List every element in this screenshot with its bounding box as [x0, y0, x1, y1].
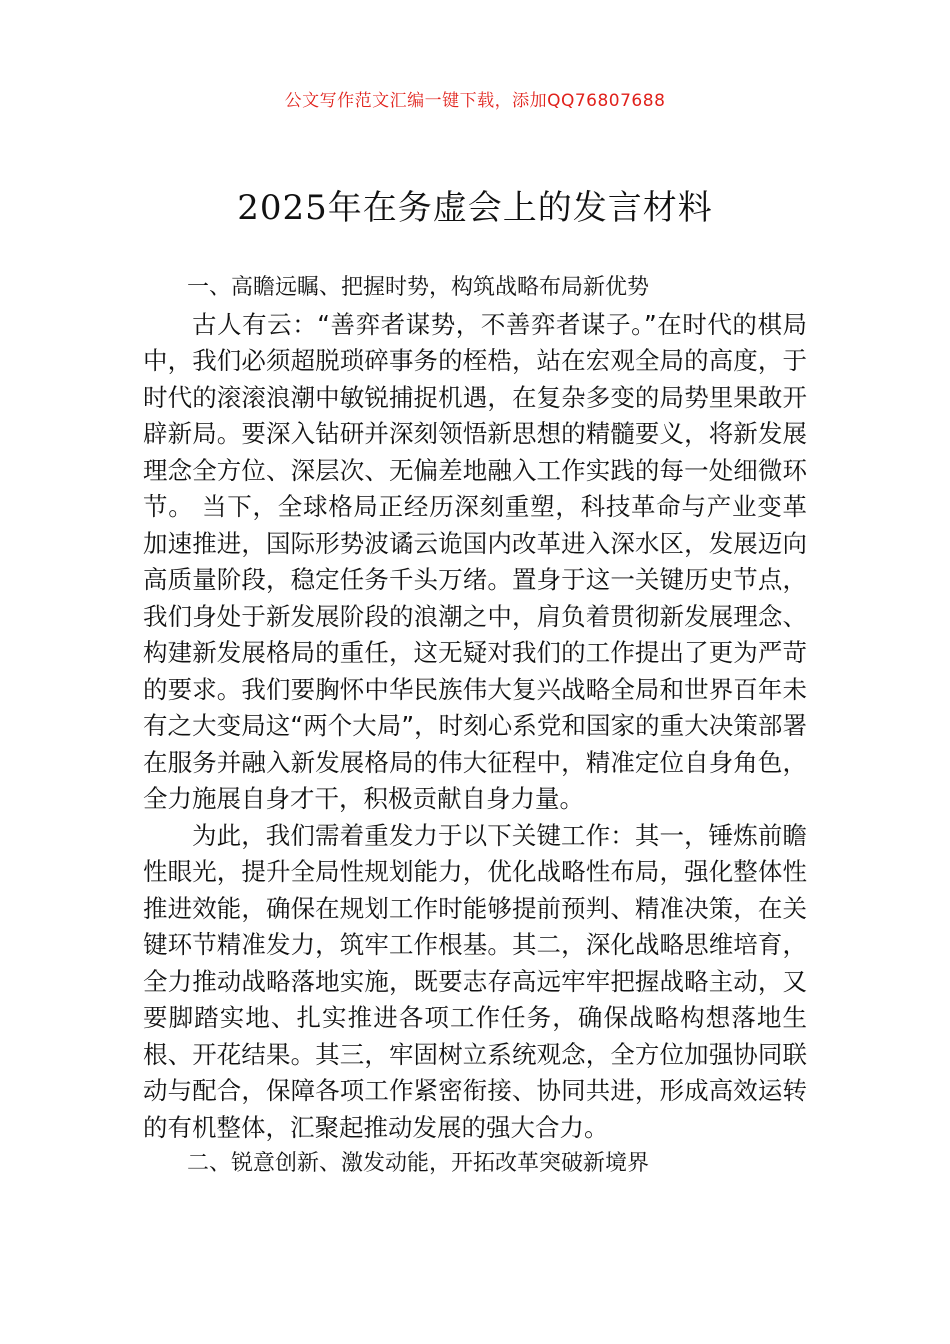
paragraph-2: 为此，我们需着重发力于以下关键工作：其一，锤炼前瞻性眼光，提升全局性规划能力，优化战略性布局，强化整体性推进效能，确保在规划工作时能够提前预判、精准决策，在关键环节精准发力，筑牢工作根基。其二，深化战略思维培育，全力推动战略落地实施，既要志存高远牢牢把握战略主动，又要脚踏实地、扎实推进各项工作任务，确保战略构想落地生根、开花结果。其三，牢固树立系统观念，全方位加强协同联动与配合，保障各项工作紧密衔接、协同共进，形成高效运转的有机整体，汇聚起推动发展的强大合力。 [143, 820, 807, 1142]
page-title: 2025年在务虚会上的发言材料 [237, 188, 713, 228]
document-body [143, 270, 807, 1183]
download-banner[interactable]: 公文写作范文汇编一键下载，添加QQ76807688 [284, 91, 666, 111]
section-heading-2: 二、锐意创新、激发动能，开拓改革突破新境界 [187, 1151, 650, 1176]
paragraph-1: 古人有云：“善弈者谋势，不善弈者谋子。”在时代的棋局中，我们必须超脱琐碎事务的桎梏，站在宏观全局的高度，于时代的滚滚浪潮中敏锐捕捉机遇，在复杂多变的局势里果敢开辟新局。要深入钻研并深刻领悟新思想的精髓要义，将新发展理念全方位、深层次、无偏差地融入工作实践的每一处细微环节。 当下，全球格局正经历深刻重塑，科技革命与产业变革加速推进，国际形势波谲云诡国内改革进入深水区，发展迈向高质量阶段，稳定任务千头万绪。置身于这一关键历史节点，我们身处于新发展阶段的浪潮之中，肩负着贯彻新发展理念、构建新发展格局的重任，这无疑对我们的工作提出了更为严苛的要求。我们要胸怀中华民族伟大复兴战略全局和世界百年未有之大变局这“两个大局”，时刻心系党和国家的重大决策部署在服务并融入新发展格局的伟大征程中，精准定位自身角色，全力施展自身才干，积极贡献自身力量。 [143, 309, 807, 813]
section-heading-1: 一、高瞻远瞩、把握时势，构筑战略布局新优势 [187, 275, 650, 300]
